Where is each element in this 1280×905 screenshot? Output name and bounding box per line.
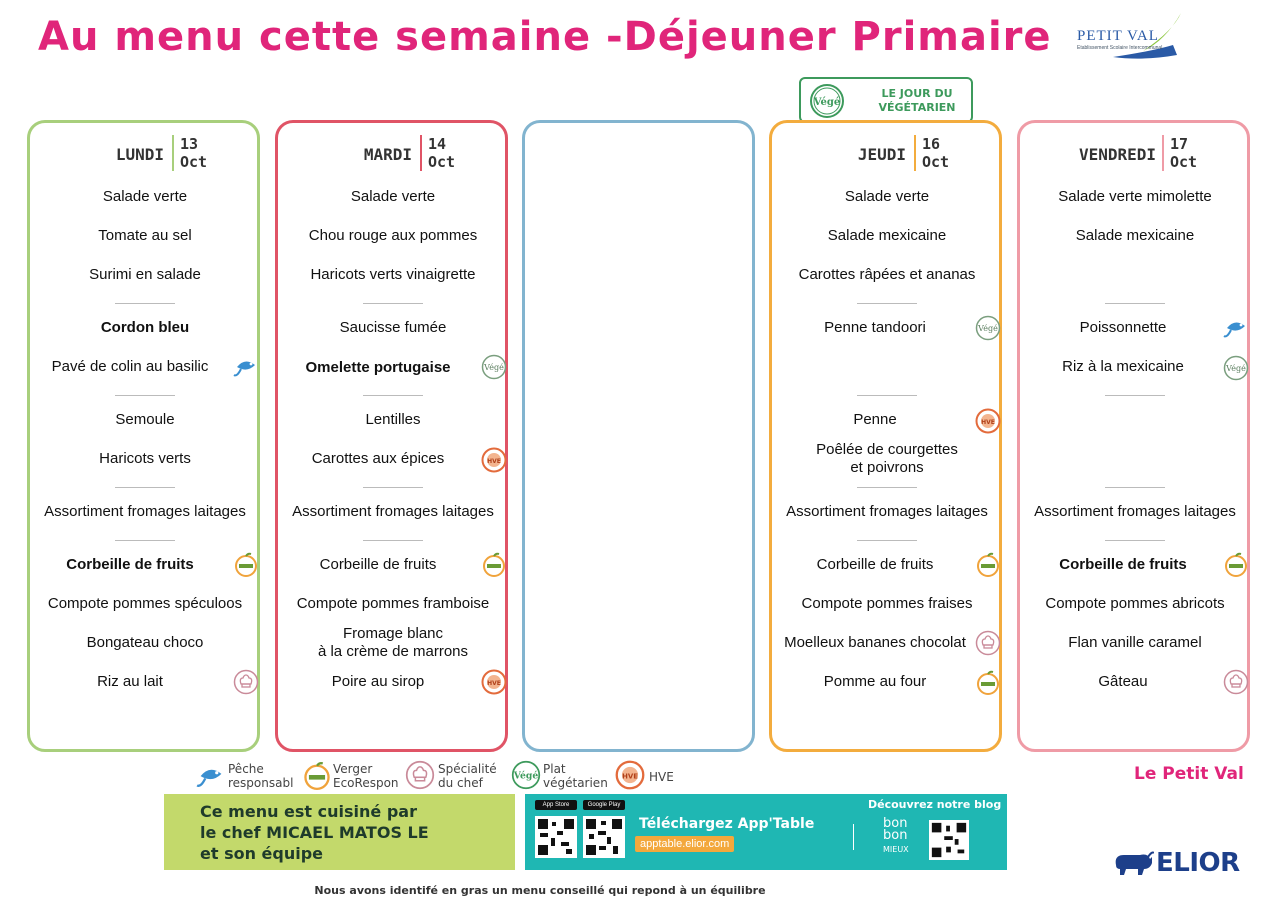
day-date: 14 Oct: [428, 135, 456, 171]
menu-item: Riz au lait: [97, 673, 163, 690]
menu-item: Salade mexicaine: [1075, 227, 1195, 244]
day-name: LUNDI: [115, 145, 164, 164]
svg-text:Végé: Végé: [978, 324, 998, 333]
menu-item: Salade mexicaine: [827, 227, 947, 244]
elior-logo: [1112, 847, 1247, 881]
separator: [1105, 540, 1165, 541]
chef-line2: le chef MICAEL MATOS LE: [200, 823, 429, 842]
day-header: [278, 131, 505, 171]
menu-item: Compote pommes abricots: [1045, 595, 1225, 612]
menu-item: Salade verte: [102, 188, 188, 205]
bull-icon: [1112, 847, 1154, 879]
menu-item: Poêlée de courgettes: [816, 441, 958, 458]
day-column-mardi: [275, 120, 508, 752]
menu-item: Tomate au sel: [98, 227, 192, 244]
menu-item: Carottes râpées et ananas: [798, 266, 976, 283]
fish-icon: [233, 353, 259, 379]
le-petit-val-label: Le Petit Val: [1134, 764, 1244, 784]
page-title: Au menu cette semaine -Déjeuner Primaire: [38, 14, 1052, 60]
vege-icon: [809, 83, 845, 119]
chef-line1: Ce menu est cuisiné par: [200, 802, 417, 821]
qr-code-google-play: [583, 816, 625, 858]
vege-icon: [975, 315, 1001, 341]
menu-item: Corbeille de fruits: [66, 556, 194, 573]
app-banner: [525, 794, 1007, 870]
google-play-badge[interactable]: Google Play: [583, 800, 625, 810]
separator: [1105, 303, 1165, 304]
blog-label: Découvrez notre blog: [868, 798, 1002, 811]
vegetarian-day-badge: [799, 77, 973, 123]
apple-icon: [1223, 551, 1249, 577]
chef-hat-icon: [405, 760, 435, 790]
menu-item: Haricots verts: [99, 450, 191, 467]
day-column-vendredi: [1017, 120, 1250, 752]
menu-item: Bongateau choco: [86, 634, 204, 651]
menu-item: Saucisse fumée: [339, 319, 447, 336]
menu-item: Omelette portugaise: [305, 359, 451, 376]
menu-item: à la crème de marrons: [317, 643, 469, 660]
divider: [853, 824, 854, 850]
apple-icon: [975, 669, 1001, 695]
fish-icon: [196, 760, 226, 790]
app-store-badge[interactable]: App Store: [535, 800, 577, 810]
svg-text:Végé: Végé: [1226, 364, 1246, 373]
menu-item: Salade verte: [350, 188, 436, 205]
separator: [115, 303, 175, 304]
legend-item-chef: Spécialité du chef: [405, 760, 435, 794]
menu-item: Poissonnette: [1079, 319, 1167, 336]
menu-item: Gâteau: [1098, 673, 1148, 690]
hve-icon: [481, 669, 507, 695]
separator: [115, 395, 175, 396]
menu-item: Surimi en salade: [89, 266, 201, 283]
menu-item: Assortiment fromages laitages: [1034, 503, 1236, 520]
separator: [363, 303, 423, 304]
menu-item: Penne: [853, 411, 897, 428]
menu-item: Haricots verts vinaigrette: [310, 266, 476, 283]
menu-item: Pomme au four: [823, 673, 927, 690]
legend-item-vege: Végé Plat végétarien: [511, 760, 541, 794]
svg-text:HVE: HVE: [487, 458, 501, 465]
chef-hat-icon: [975, 630, 1001, 656]
legend-item-peche: Pêche responsabl: [196, 760, 226, 794]
legend-item-verger: Verger EcoRespon: [302, 760, 332, 794]
day-date: 17 Oct: [1170, 135, 1198, 171]
separator: [857, 303, 917, 304]
day-header: [772, 131, 999, 171]
separator: [115, 540, 175, 541]
menu-item: Carottes aux épices: [311, 450, 445, 467]
day-divider: [914, 135, 916, 171]
menu-item: Chou rouge aux pommes: [308, 227, 478, 244]
day-column-jeudi: [769, 120, 1002, 752]
chef-line3: et son équipe: [200, 844, 324, 863]
menu-item: Fromage blanc: [342, 625, 444, 642]
menu-item: Assortiment fromages laitages: [44, 503, 246, 520]
menu-item: Assortiment fromages laitages: [292, 503, 494, 520]
day-name: VENDREDI: [1078, 145, 1156, 164]
logo-subtitle: Etablissement Scolaire Intercommunal: [1077, 45, 1163, 51]
vege-icon-text: Végé: [813, 97, 841, 108]
fish-icon: [1223, 314, 1249, 340]
footer-note: Nous avons identifé en gras un menu conseillé qui repond à un équilibre: [314, 884, 766, 897]
menu-item: Assortiment fromages laitages: [786, 503, 988, 520]
hve-icon: [615, 760, 645, 790]
logo-name: PETIT VAL: [1077, 28, 1159, 44]
menu-item: Compote pommes spéculoos: [47, 595, 243, 612]
vege-badge-line1: LE JOUR DU: [881, 87, 953, 100]
menu-item: Semoule: [115, 411, 175, 428]
app-title: Téléchargez App'Table: [639, 816, 815, 832]
svg-text:HVE: HVE: [622, 772, 638, 781]
vege-icon: [511, 760, 541, 790]
day-date: 16 Oct: [922, 135, 950, 171]
day-header: [30, 131, 257, 171]
separator: [857, 487, 917, 488]
elior-text: ELIOR: [1156, 848, 1240, 878]
menu-item: et poivrons: [850, 459, 924, 476]
svg-text:HVE: HVE: [487, 680, 501, 687]
day-date: 13 Oct: [180, 135, 208, 171]
hve-icon: [975, 408, 1001, 434]
apple-icon: [975, 551, 1001, 577]
separator: [115, 487, 175, 488]
vege-badge-line2: VÉGÉTARIEN: [878, 101, 956, 114]
chef-box: [164, 794, 515, 870]
vege-icon: [1223, 355, 1249, 381]
chef-hat-icon: [1223, 669, 1249, 695]
menu-item: Corbeille de fruits: [1059, 556, 1187, 573]
menu-item: Salade verte: [844, 188, 930, 205]
petit-val-logo: [1073, 11, 1183, 65]
menu-item: Compote pommes framboise: [296, 595, 490, 612]
day-name: JEUDI: [857, 145, 906, 164]
legend-item-hve: HVE HVE: [615, 760, 645, 794]
day-column-lundi: [27, 120, 260, 752]
menu-item: Flan vanille caramel: [1068, 634, 1202, 651]
menu-item: Corbeille de fruits: [816, 556, 934, 573]
separator: [363, 540, 423, 541]
separator: [857, 395, 917, 396]
bonbon-logo: bon bon MIEUX: [883, 816, 909, 854]
qr-code-blog: [929, 820, 969, 860]
chef-hat-icon: [233, 669, 259, 695]
day-divider: [420, 135, 422, 171]
menu-item: Lentilles: [365, 411, 421, 428]
menu-item: Poire au sirop: [331, 673, 425, 690]
svg-text:Végé: Végé: [484, 363, 504, 372]
qr-code-app-store: [535, 816, 577, 858]
menu-item: Salade verte mimolette: [1058, 188, 1212, 205]
vege-icon: [481, 354, 507, 380]
menu-item: Penne tandoori: [824, 319, 926, 336]
apple-icon: [233, 551, 259, 577]
svg-text:HVE: HVE: [981, 419, 995, 426]
apple-icon: [302, 760, 332, 790]
day-column-empty: [522, 120, 755, 752]
separator: [1105, 395, 1165, 396]
menu-item: Riz à la mexicaine: [1062, 358, 1184, 375]
menu-item: Cordon bleu: [100, 319, 190, 336]
menu-item: Pavé de colin au basilic: [51, 358, 209, 375]
day-header: [1020, 131, 1247, 171]
day-divider: [1162, 135, 1164, 171]
separator: [857, 540, 917, 541]
hve-icon: [481, 447, 507, 473]
day-name: MARDI: [363, 145, 412, 164]
apple-icon: [481, 551, 507, 577]
separator: [1105, 487, 1165, 488]
svg-text:Végé: Végé: [513, 770, 539, 782]
menu-item: Compote pommes fraises: [801, 595, 973, 612]
day-divider: [172, 135, 174, 171]
menu-item: Moelleux bananes chocolat: [784, 634, 966, 651]
separator: [363, 395, 423, 396]
menu-item: Corbeille de fruits: [319, 556, 437, 573]
separator: [363, 487, 423, 488]
app-url-link[interactable]: apptable.elior.com: [635, 836, 734, 852]
